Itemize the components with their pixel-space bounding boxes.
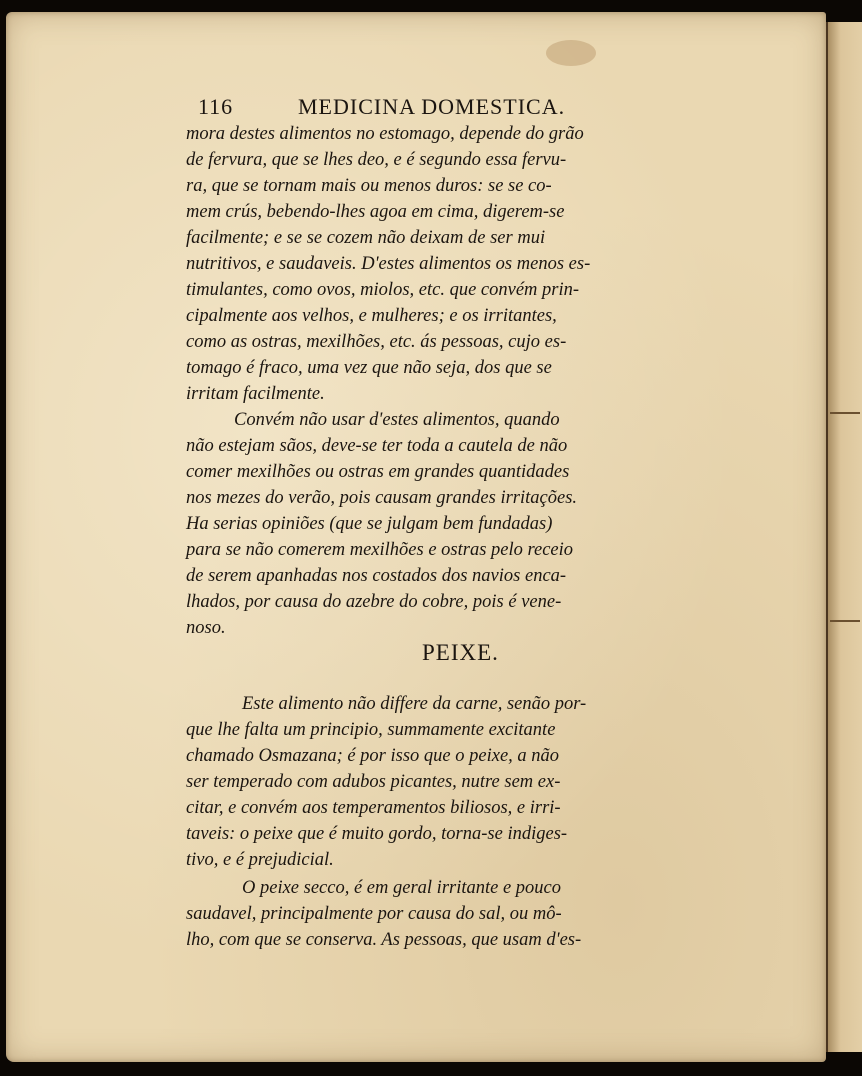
text-line: timulantes, como ovos, miolos, etc. que convém prin- xyxy=(186,280,580,300)
page-edge-mark xyxy=(830,412,860,414)
text-line: para se não comerem mexilhões e ostras pelo receio xyxy=(186,540,574,560)
text-line: mem crús, bebendo-lhes agoa em cima, digerem-se xyxy=(186,202,565,222)
text-line: irritam facilmente. xyxy=(186,384,325,404)
text-line: Convém não usar d'estes alimentos, quando xyxy=(234,410,560,430)
text-line: Ha serias opiniões (que se julgam bem fundadas) xyxy=(186,514,553,534)
text-line: noso. xyxy=(186,618,226,638)
text-line: saudavel, principalmente por causa do sal, ou mô- xyxy=(186,904,562,924)
text-line: taveis: o peixe que é muito gordo, torna-se indiges- xyxy=(186,824,568,844)
text-line: de fervura, que se lhes deo, e é segundo essa fervu- xyxy=(186,150,567,170)
text-line: tivo, e é prejudicial. xyxy=(186,850,334,870)
running-title: MEDICINA DOMESTICA. xyxy=(298,94,566,119)
text-line: nutritivos, e saudaveis. D'estes alimentos os menos es- xyxy=(186,254,591,274)
page-number: 116 xyxy=(198,94,234,119)
text-line: chamado Osmazana; é por isso que o peixe, a não xyxy=(186,746,560,766)
text-line: cipalmente aos velhos, e mulheres; e os irritantes, xyxy=(186,306,557,326)
text-line: citar, e convém aos temperamentos biliosos, e irri- xyxy=(186,798,561,818)
text-line: ra, que se tornam mais ou menos duros: se se co- xyxy=(186,176,552,196)
section-heading: PEIXE. xyxy=(422,640,499,665)
text-line: tomago é fraco, uma vez que não seja, dos que se xyxy=(186,358,552,378)
text-line: facilmente; e se se cozem não deixam de ser mui xyxy=(186,228,546,248)
text-line: mora destes alimentos no estomago, depende do grão xyxy=(186,124,584,144)
text-line: O peixe secco, é em geral irritante e pouco xyxy=(242,878,562,898)
text-line: de serem apanhadas nos costados dos navios enca- xyxy=(186,566,567,586)
paper-stain xyxy=(546,40,596,66)
page-header xyxy=(186,88,746,122)
page-edge-mark xyxy=(830,620,860,622)
text-line: não estejam sãos, deve-se ter toda a cautela de não xyxy=(186,436,568,456)
text-line: lhados, por causa do azebre do cobre, pois é vene- xyxy=(186,592,562,612)
text-line: Este alimento não differe da carne, senão por- xyxy=(242,694,587,714)
page-text xyxy=(186,88,746,950)
text-line: como as ostras, mexilhões, etc. ás pessoas, cujo es- xyxy=(186,332,567,352)
text-line: comer mexilhões ou ostras em grandes quantidades xyxy=(186,462,570,482)
text-line: que lhe falta um principio, summamente excitante xyxy=(186,720,556,740)
text-line: lho, com que se conserva. As pessoas, que usam d'es- xyxy=(186,930,582,950)
adjacent-page-edge xyxy=(826,22,862,1052)
text-line: nos mezes do verão, pois causam grandes irritações. xyxy=(186,488,578,508)
text-line: ser temperado com adubos picantes, nutre sem ex- xyxy=(186,772,561,792)
